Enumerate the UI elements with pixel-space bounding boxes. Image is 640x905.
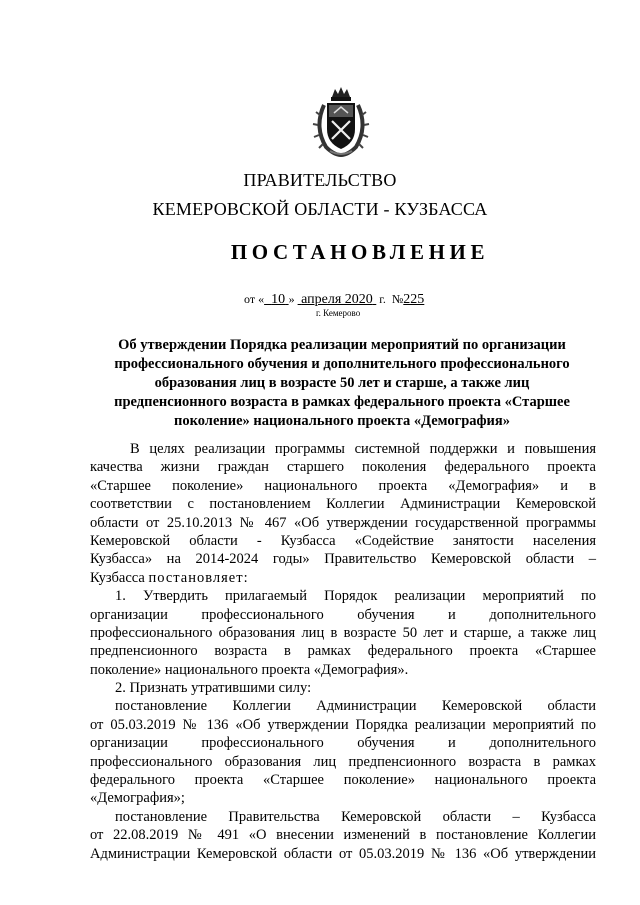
body-line: от 05.03.2019 № 136 «Об утверждении Порядка реализации мероприятий по — [90, 716, 596, 733]
title-line: Об утверждении Порядка реализации мероприятий по организации — [118, 337, 566, 353]
date-quote: » — [288, 292, 295, 306]
year-suffix: г. — [379, 292, 386, 306]
body-line: профессионального образования лиц предпенсионного возраста в рамках — [90, 753, 596, 770]
body-line: Администрации Кемеровской области от 05.03.2019 № 136 «Об утверждении — [90, 845, 596, 862]
date-day: 10 — [271, 292, 286, 307]
body-line: В целях реализации программы системной поддержки и повышения — [130, 441, 596, 457]
body-line: профессионального образования лиц в возрасте 50 лет и старше, а также лиц — [90, 624, 596, 641]
body-line: качества жизни граждан старшего поколения федерального проекта — [90, 459, 596, 476]
date-prefix: от « — [244, 292, 265, 306]
body-line: постановление Коллегии Администрации Кемеровской области — [115, 698, 596, 715]
document-title — [88, 336, 596, 431]
document-type-heading: ПОСТАНОВЛЕНИЕ — [230, 240, 490, 264]
body-line: соответствии с постановлением Коллегии Администрации Кемеровской — [90, 496, 596, 513]
body-text: Кузбасса — [90, 569, 149, 586]
body-line: Кузбасса» на 2014-2024 годы» Правительство Кемеровской области – — [90, 551, 596, 568]
body-line: 1. Утвердить прилагаемый Порядок реализации мероприятий по — [115, 588, 596, 605]
body-line: организации профессионального обучения и дополнительного — [90, 735, 596, 752]
document-number: 225 — [403, 292, 425, 307]
government-name-line2: КЕМЕРОВСКОЙ ОБЛАСТИ - КУЗБАССА — [152, 199, 488, 219]
title-line: поколение» национального проекта «Демография» — [173, 413, 510, 429]
body-line: «Старшее поколение» национального проекта «Демография» и в — [90, 477, 596, 494]
kemerovo-coat-of-arms-icon — [310, 85, 372, 159]
body-line: организации профессионального обучения и дополнительного — [90, 606, 596, 623]
body-line: предпенсионного возраста в рамках федерального проекта «Старшее — [90, 643, 596, 660]
title-line: предпенсионного возраста в рамках федерального проекта «Старшее — [114, 394, 570, 410]
body-line: постановление Правительства Кемеровской области – Кузбасса — [115, 808, 596, 825]
body-line: Кемеровской области - Кузбасса «Содействие занятости населения — [90, 532, 596, 549]
body-line: 2. Признать утратившими силу: — [115, 680, 312, 697]
body-line: от 22.08.2019 № 491 «О внесении изменений в постановление Коллегии — [90, 827, 596, 844]
date-number-line — [244, 292, 424, 308]
body-line: области от 25.10.2013 № 467 «Об утверждении государственной программы — [90, 514, 596, 531]
body-line: федерального проекта «Старшее поколение» национального проекта — [90, 772, 596, 789]
body-line: поколение» национального проекта «Демография». — [90, 661, 409, 678]
number-prefix: № — [391, 292, 404, 306]
body-line: «Демография»; — [90, 790, 185, 807]
resolves-keyword: постановляет — [148, 569, 244, 586]
document-body — [90, 440, 596, 863]
body-line — [90, 569, 596, 587]
date-month-year: апреля 2020 — [301, 292, 373, 307]
title-line: профессионального обучения и дополнительного профессионального — [114, 356, 570, 372]
city-label: г. Кемерово — [316, 308, 361, 318]
title-line: образования лиц в возрасте 50 лет и старше, а также лиц — [154, 375, 530, 391]
government-name-line1: ПРАВИТЕЛЬСТВО — [243, 170, 397, 190]
body-text: : — [243, 569, 248, 586]
